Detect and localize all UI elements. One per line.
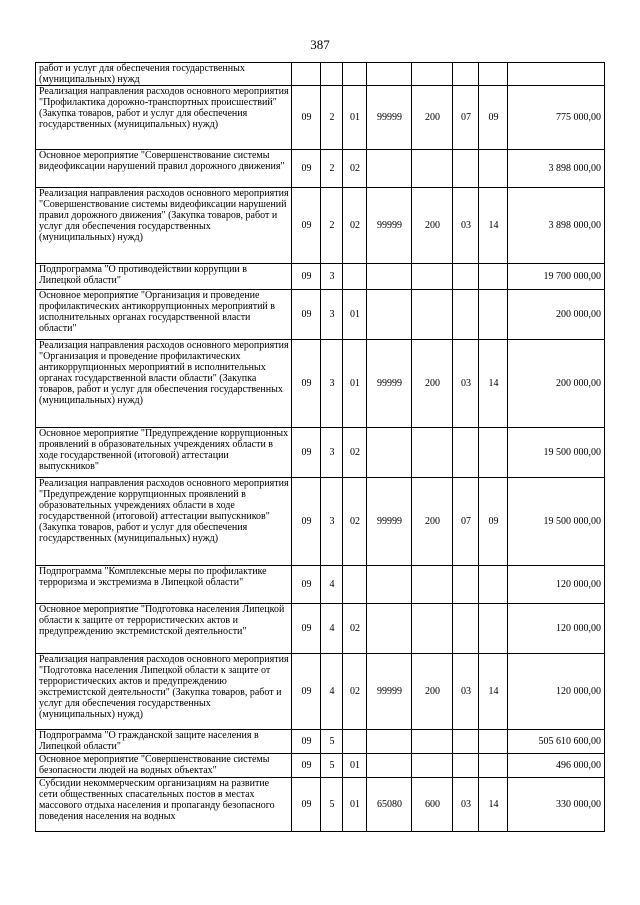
row-code-c6 <box>453 150 479 188</box>
row-code-c3: 02 <box>343 654 367 730</box>
row-code-c5: 200 <box>412 188 453 264</box>
row-code-c5 <box>412 754 453 778</box>
row-description: Подпрограмма "Комплексные меры по профилактике терроризма и экстремизма в Липецкой области" <box>36 566 292 604</box>
row-code-c6 <box>453 604 479 654</box>
row-code-c2 <box>321 63 343 86</box>
row-description: Реализация направления расходов основного мероприятия "Организация и проведение профилактических антикоррупционных мероприятий в исполнительных органах государственной власти области" (Закупка товаров, работ и услуг для обеспечения государственных (муниципальных) нужд) <box>36 340 292 428</box>
row-code-c7 <box>479 264 508 290</box>
row-code-c6 <box>453 264 479 290</box>
row-code-c1: 09 <box>292 654 321 730</box>
row-code-c7: 14 <box>479 778 508 832</box>
row-code-c1 <box>292 63 321 86</box>
row-code-c3 <box>343 730 367 754</box>
table-row <box>36 86 605 150</box>
table-row <box>36 290 605 340</box>
table-row <box>36 150 605 188</box>
row-code-c3: 02 <box>343 428 367 478</box>
row-code-c4 <box>367 754 412 778</box>
row-code-c6 <box>453 730 479 754</box>
row-code-c4 <box>367 604 412 654</box>
row-code-c1: 09 <box>292 754 321 778</box>
row-code-c6 <box>453 290 479 340</box>
row-code-c2: 2 <box>321 150 343 188</box>
row-code-c1: 09 <box>292 264 321 290</box>
row-code-c1: 09 <box>292 778 321 832</box>
row-code-c2: 5 <box>321 754 343 778</box>
table-row <box>36 428 605 478</box>
row-code-c4 <box>367 264 412 290</box>
table-row <box>36 188 605 264</box>
row-code-c4 <box>367 290 412 340</box>
row-amount: 330 000,00 <box>508 778 605 832</box>
row-code-c3: 01 <box>343 778 367 832</box>
row-description: Основное мероприятие "Предупреждение коррупционных проявлений в образовательных учреждениях области в ходе государственной (итоговой) аттестации выпускников" <box>36 428 292 478</box>
row-code-c7 <box>479 63 508 86</box>
row-amount: 505 610 600,00 <box>508 730 605 754</box>
row-code-c5 <box>412 730 453 754</box>
row-code-c6: 03 <box>453 188 479 264</box>
table-row <box>36 63 605 86</box>
row-code-c7: 14 <box>479 188 508 264</box>
row-code-c2: 3 <box>321 340 343 428</box>
row-code-c7: 09 <box>479 478 508 566</box>
row-code-c7 <box>479 730 508 754</box>
row-code-c6: 07 <box>453 478 479 566</box>
row-code-c6: 03 <box>453 654 479 730</box>
row-code-c6 <box>453 428 479 478</box>
row-description: Реализация направления расходов основного мероприятия "Подготовка населения Липецкой области к защите от террористических актов и предупреждению экстремистской деятельности" (Закупка товаров, работ и услуг для обеспечения государственных (муниципальных) нужд) <box>36 654 292 730</box>
table-row <box>36 730 605 754</box>
row-code-c5: 200 <box>412 478 453 566</box>
row-code-c1: 09 <box>292 566 321 604</box>
row-description: Основное мероприятие "Совершенствование системы видеофиксации нарушений правил дорожного движения" <box>36 150 292 188</box>
row-code-c5: 200 <box>412 86 453 150</box>
row-code-c7 <box>479 604 508 654</box>
row-code-c1: 09 <box>292 478 321 566</box>
row-amount: 19 500 000,00 <box>508 478 605 566</box>
row-code-c4: 99999 <box>367 340 412 428</box>
row-code-c6: 03 <box>453 340 479 428</box>
row-code-c3: 01 <box>343 290 367 340</box>
row-code-c2: 4 <box>321 654 343 730</box>
row-code-c4: 99999 <box>367 654 412 730</box>
row-amount: 19 700 000,00 <box>508 264 605 290</box>
row-code-c2: 4 <box>321 566 343 604</box>
row-code-c2: 5 <box>321 730 343 754</box>
row-description: Субсидии некоммерческим организациям на развитие сети общественных спасательных постов в местах массового отдыха населения и пропаганду безопасного поведения населения на водных <box>36 778 292 832</box>
table-row <box>36 778 605 832</box>
table-row <box>36 340 605 428</box>
row-code-c6 <box>453 754 479 778</box>
row-amount <box>508 63 605 86</box>
row-code-c2: 2 <box>321 188 343 264</box>
row-code-c1: 09 <box>292 290 321 340</box>
row-code-c1: 09 <box>292 188 321 264</box>
page-number: 387 <box>310 37 330 52</box>
row-code-c5 <box>412 290 453 340</box>
row-code-c3: 01 <box>343 754 367 778</box>
row-description: Реализация направления расходов основного мероприятия "Профилактика дорожно-транспортных происшествий" (Закупка товаров, работ и услуг для обеспечения государственных (муниципальных) нужд) <box>36 86 292 150</box>
row-code-c5 <box>412 63 453 86</box>
row-code-c7: 14 <box>479 340 508 428</box>
row-code-c5 <box>412 566 453 604</box>
row-amount: 200 000,00 <box>508 290 605 340</box>
row-code-c1: 09 <box>292 340 321 428</box>
budget-table <box>35 62 605 832</box>
row-code-c4: 99999 <box>367 478 412 566</box>
row-description: Подпрограмма "О гражданской защите населения в Липецкой области" <box>36 730 292 754</box>
row-code-c5 <box>412 264 453 290</box>
row-code-c7 <box>479 566 508 604</box>
row-code-c6: 07 <box>453 86 479 150</box>
row-code-c2: 5 <box>321 778 343 832</box>
row-description: Основное мероприятие "Подготовка населения Липецкой области к защите от террористических актов и предупреждению экстремистской деятельности" <box>36 604 292 654</box>
row-code-c5 <box>412 150 453 188</box>
row-code-c5: 600 <box>412 778 453 832</box>
row-code-c3 <box>343 63 367 86</box>
row-code-c7 <box>479 150 508 188</box>
row-amount: 19 500 000,00 <box>508 428 605 478</box>
row-code-c4: 99999 <box>367 188 412 264</box>
row-description: Основное мероприятие "Совершенствование системы безопасности людей на водных объектах" <box>36 754 292 778</box>
row-code-c7: 14 <box>479 654 508 730</box>
row-code-c3 <box>343 566 367 604</box>
row-amount: 3 898 000,00 <box>508 188 605 264</box>
row-code-c4: 65080 <box>367 778 412 832</box>
row-code-c3: 02 <box>343 604 367 654</box>
row-code-c5: 200 <box>412 340 453 428</box>
row-code-c3: 02 <box>343 188 367 264</box>
row-code-c7 <box>479 754 508 778</box>
row-code-c3: 02 <box>343 150 367 188</box>
row-code-c4 <box>367 566 412 604</box>
row-code-c2: 3 <box>321 264 343 290</box>
row-code-c6: 03 <box>453 778 479 832</box>
row-code-c7: 09 <box>479 86 508 150</box>
row-amount: 120 000,00 <box>508 654 605 730</box>
row-code-c3: 02 <box>343 478 367 566</box>
row-amount: 496 000,00 <box>508 754 605 778</box>
table-row <box>36 478 605 566</box>
row-code-c7 <box>479 428 508 478</box>
table-row <box>36 566 605 604</box>
row-description: Реализация направления расходов основного мероприятия "Предупреждение коррупционных проявлений в образовательных учреждениях области в ходе государственной (итоговой) аттестации выпускников" (Закупка товаров, работ и услуг для обеспечения государственных (муниципальных) нужд) <box>36 478 292 566</box>
row-code-c4 <box>367 730 412 754</box>
row-code-c3: 01 <box>343 86 367 150</box>
row-amount: 3 898 000,00 <box>508 150 605 188</box>
row-code-c4 <box>367 428 412 478</box>
row-description: работ и услуг для обеспечения государственных (муниципальных) нужд <box>36 63 292 86</box>
row-code-c4 <box>367 150 412 188</box>
row-code-c7 <box>479 290 508 340</box>
row-code-c5 <box>412 604 453 654</box>
row-description: Подпрограмма "О противодействии коррупции в Липецкой области" <box>36 264 292 290</box>
row-amount: 775 000,00 <box>508 86 605 150</box>
row-code-c2: 3 <box>321 428 343 478</box>
row-code-c1: 09 <box>292 86 321 150</box>
row-description: Реализация направления расходов основного мероприятия "Совершенствование системы видеофиксации нарушений правил дорожного движения" (Закупка товаров, работ и услуг для обеспечения государственных (муниципальных) нужд) <box>36 188 292 264</box>
row-code-c2: 4 <box>321 604 343 654</box>
row-amount: 120 000,00 <box>508 566 605 604</box>
row-code-c2: 2 <box>321 86 343 150</box>
row-code-c1: 09 <box>292 150 321 188</box>
row-code-c1: 09 <box>292 604 321 654</box>
table-row <box>36 264 605 290</box>
row-code-c2: 3 <box>321 290 343 340</box>
row-code-c4: 99999 <box>367 86 412 150</box>
table-row <box>36 604 605 654</box>
table-row <box>36 754 605 778</box>
row-code-c2: 3 <box>321 478 343 566</box>
row-code-c1: 09 <box>292 428 321 478</box>
row-code-c3 <box>343 264 367 290</box>
row-description: Основное мероприятие "Организация и проведение профилактических антикоррупционных мероприятий в исполнительных органах государственной власти области" <box>36 290 292 340</box>
row-code-c5 <box>412 428 453 478</box>
row-code-c5: 200 <box>412 654 453 730</box>
row-code-c3: 01 <box>343 340 367 428</box>
row-code-c6 <box>453 566 479 604</box>
row-amount: 200 000,00 <box>508 340 605 428</box>
row-code-c6 <box>453 63 479 86</box>
row-amount: 120 000,00 <box>508 604 605 654</box>
row-code-c1: 09 <box>292 730 321 754</box>
table-row <box>36 654 605 730</box>
row-code-c4 <box>367 63 412 86</box>
